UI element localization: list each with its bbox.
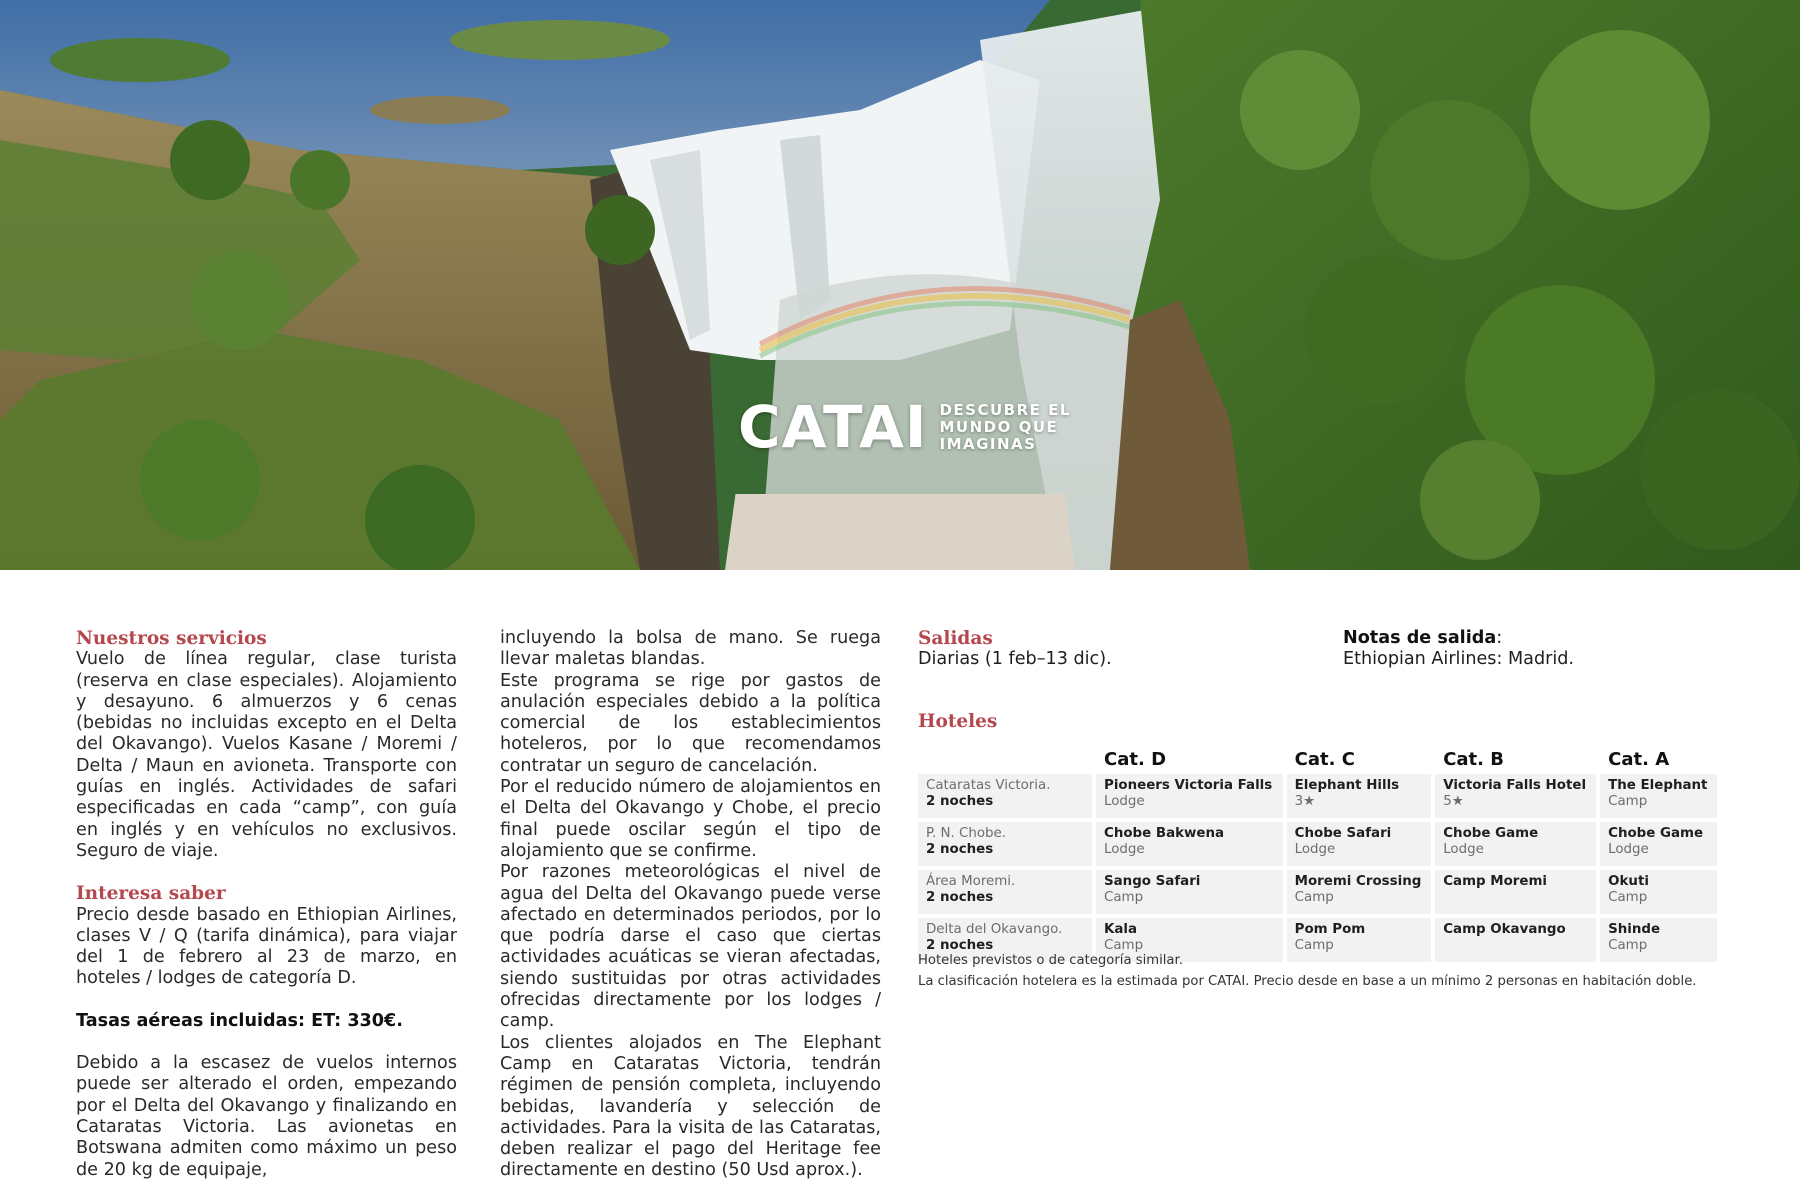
hotel-cell bbox=[1287, 822, 1432, 866]
hotel-name: Shinde bbox=[1608, 922, 1661, 937]
paragraph-elephant-camp: Los clientes alojados en The Elephant Camp en Cataratas Victoria, tendrán régimen de pensión completa, incluyendo bebidas, lavandería y selección de actividades. Para la visita de las Cataratas, deben realizar el pago del Heritage fee directamente en destino (50 Usd aprox.). bbox=[500, 1032, 881, 1181]
hotel-cell bbox=[1600, 774, 1717, 818]
salidas-block bbox=[918, 628, 1298, 671]
hotel-cell bbox=[1600, 822, 1717, 866]
hotel-type: Lodge bbox=[1104, 841, 1145, 857]
header-cat-d: Cat. D bbox=[1104, 748, 1167, 770]
area-cell bbox=[918, 774, 1092, 818]
hero-photo bbox=[0, 0, 1800, 570]
paragraph-anulacion: Este programa se rige por gastos de anulación especiales debido a la política comercial de los establecimientos hoteleros, por lo que recomendamos contratar un seguro de cancelación. bbox=[500, 670, 881, 776]
interesa-saber-text: Precio desde basado en Ethiopian Airlines, clases V / Q (tarifa dinámica), para viajar del 1 de febrero al 23 de marzo, en hoteles / lodges de categoría D. bbox=[76, 904, 457, 989]
hotel-type: Lodge bbox=[1104, 793, 1145, 809]
hotel-name: Okuti bbox=[1608, 874, 1649, 889]
area-nights: 2 noches bbox=[926, 793, 994, 809]
hotel-type: 3★ bbox=[1294, 793, 1316, 809]
area-name: Delta del Okavango. bbox=[926, 922, 1063, 937]
hotel-cell bbox=[1096, 870, 1283, 914]
vuelos-internos-text: Debido a la escasez de vuelos internos puede ser alterado el orden, empezando por el Delta del Okavango y finalizando en Cataratas Victoria. Las avionetas en Botswana admiten como máximo un peso de 20 kg de equipaje, bbox=[76, 1053, 457, 1180]
notas-salida-block bbox=[1343, 628, 1743, 671]
notas-salida-text: Ethiopian Airlines: Madrid. bbox=[1343, 649, 1575, 670]
hotel-name: Kala bbox=[1104, 922, 1138, 937]
hotel-name: Camp Okavango bbox=[1443, 922, 1566, 937]
salidas-title: Salidas bbox=[918, 628, 993, 649]
notas-salida-title: Notas de salida bbox=[1343, 628, 1497, 648]
tagline-line-2: MUNDO QUE bbox=[939, 417, 1059, 436]
nuestros-servicios-title: Nuestros servicios bbox=[76, 628, 267, 649]
hotel-cell bbox=[1287, 870, 1432, 914]
hotel-name: Chobe Game bbox=[1608, 826, 1704, 841]
paragraph-alojamiento: Por el reducido número de alojamientos en el Delta del Okavango y Chobe, el precio final puede oscilar según el tipo de alojamiento que se confirme. bbox=[500, 777, 881, 861]
hotel-name: Pom Pom bbox=[1294, 922, 1366, 937]
hotel-name: Victoria Falls Hotel bbox=[1443, 778, 1587, 793]
hotel-type: Camp bbox=[1104, 937, 1144, 953]
hotel-type: 5★ bbox=[1443, 793, 1464, 809]
nuestros-servicios-text: Vuelo de línea regular, clase turista (reserva en clase especiales). Alojamiento y desayuno. 6 almuerzos y 6 cenas (bebidas no incluidas excepto en el Delta del Okavango). Vuelos Kasane / Moremi / Delta / Maun en avioneta. Transporte con guías en inglés. Actividades de safari especificadas en cada “camp”, con guía en inglés y en vehículos no exclusivos. Seguro de viaje. bbox=[76, 649, 457, 861]
hotel-name: Moremi Crossing bbox=[1294, 874, 1422, 889]
hotel-cell bbox=[1096, 774, 1283, 818]
header-cat-a: Cat. A bbox=[1608, 748, 1670, 770]
hotel-type: Lodge bbox=[1608, 841, 1649, 857]
catai-logo bbox=[738, 393, 1071, 461]
header-area bbox=[918, 744, 1092, 770]
salidas-text: Diarias (1 feb–13 dic). bbox=[918, 649, 1112, 670]
area-nights: 2 noches bbox=[926, 889, 994, 905]
paragraph-equipaje: incluyendo la bolsa de mano. Se ruega llevar maletas blandas. bbox=[500, 628, 881, 670]
hotel-cell bbox=[1096, 822, 1283, 866]
interesa-saber-title: Interesa saber bbox=[76, 883, 226, 905]
hoteles-title: Hoteles bbox=[918, 711, 998, 732]
hotel-type: Camp bbox=[1104, 889, 1144, 905]
header-cat-c: Cat. C bbox=[1294, 748, 1355, 770]
hotel-type: Camp bbox=[1294, 889, 1334, 905]
table-row bbox=[918, 870, 1717, 914]
tasas-aereas: Tasas aéreas incluidas: ET: 330€. bbox=[76, 1010, 403, 1031]
brand-name: CATAI bbox=[738, 393, 928, 461]
paragraph-meteorologia: Por razones meteorológicas el nivel de agua del Delta del Okavango puede verse afectado en determinados periodos, por lo que podría darse el caso que ciertas actividades acuáticas se vieran afectadas, siendo sustituidas por otras actividades ofrecidas directamente por los lodges / camp. bbox=[500, 862, 881, 1032]
hotel-type: Camp bbox=[1294, 937, 1334, 953]
hotel-type: Lodge bbox=[1443, 841, 1484, 857]
hotel-name: Chobe Game bbox=[1443, 826, 1539, 841]
area-name: Área Moremi. bbox=[926, 874, 1016, 889]
hotel-note-1: Hoteles previstos o de categoría similar. bbox=[918, 953, 1183, 968]
hotel-cell bbox=[1287, 774, 1432, 818]
hotel-type: Camp bbox=[1608, 793, 1648, 809]
hotel-cell bbox=[1600, 870, 1717, 914]
hotel-name: The Elephant bbox=[1608, 778, 1708, 793]
header-cat-b: Cat. B bbox=[1443, 748, 1504, 770]
hotel-name: Chobe Safari bbox=[1294, 826, 1392, 841]
hotel-cell bbox=[1435, 870, 1596, 914]
notas-salida-colon: : bbox=[1496, 628, 1503, 648]
hotel-type: Camp bbox=[1608, 937, 1648, 953]
waterfall-landscape-image bbox=[0, 0, 1800, 570]
hotel-notes bbox=[918, 950, 1738, 992]
tagline-line-1: DESCUBRE EL bbox=[939, 400, 1071, 419]
hotel-cell bbox=[1435, 774, 1596, 818]
hotel-name: Sango Safari bbox=[1104, 874, 1201, 889]
hotel-table bbox=[914, 740, 1721, 966]
decorative-tab-shape bbox=[725, 494, 1075, 570]
area-nights: 2 noches bbox=[926, 937, 994, 953]
hotel-name: Chobe Bakwena bbox=[1104, 826, 1225, 841]
area-name: P. N. Chobe. bbox=[926, 826, 1007, 841]
column-1 bbox=[76, 628, 457, 1181]
table-row bbox=[918, 774, 1717, 818]
hotel-table-header bbox=[918, 744, 1717, 770]
hotel-note-2: La clasificación hotelera es la estimada por CATAI. Precio desde en base a un mínimo 2 personas en habitación doble. bbox=[918, 974, 1697, 989]
area-cell bbox=[918, 870, 1092, 914]
brand-tagline bbox=[939, 402, 1070, 453]
hotel-name: Pioneers Victoria Falls bbox=[1104, 778, 1273, 793]
column-2 bbox=[500, 628, 881, 1182]
area-name: Cataratas Victoria. bbox=[926, 778, 1051, 793]
tagline-line-3: IMAGINAS bbox=[939, 434, 1037, 453]
hotel-type: Lodge bbox=[1294, 841, 1336, 857]
area-cell bbox=[918, 822, 1092, 866]
table-row bbox=[918, 822, 1717, 866]
area-nights: 2 noches bbox=[926, 841, 994, 857]
hotel-name: Elephant Hills bbox=[1294, 778, 1400, 793]
hotel-name: Camp Moremi bbox=[1443, 874, 1548, 889]
hotel-cell bbox=[1435, 822, 1596, 866]
hotel-type: Camp bbox=[1608, 889, 1648, 905]
